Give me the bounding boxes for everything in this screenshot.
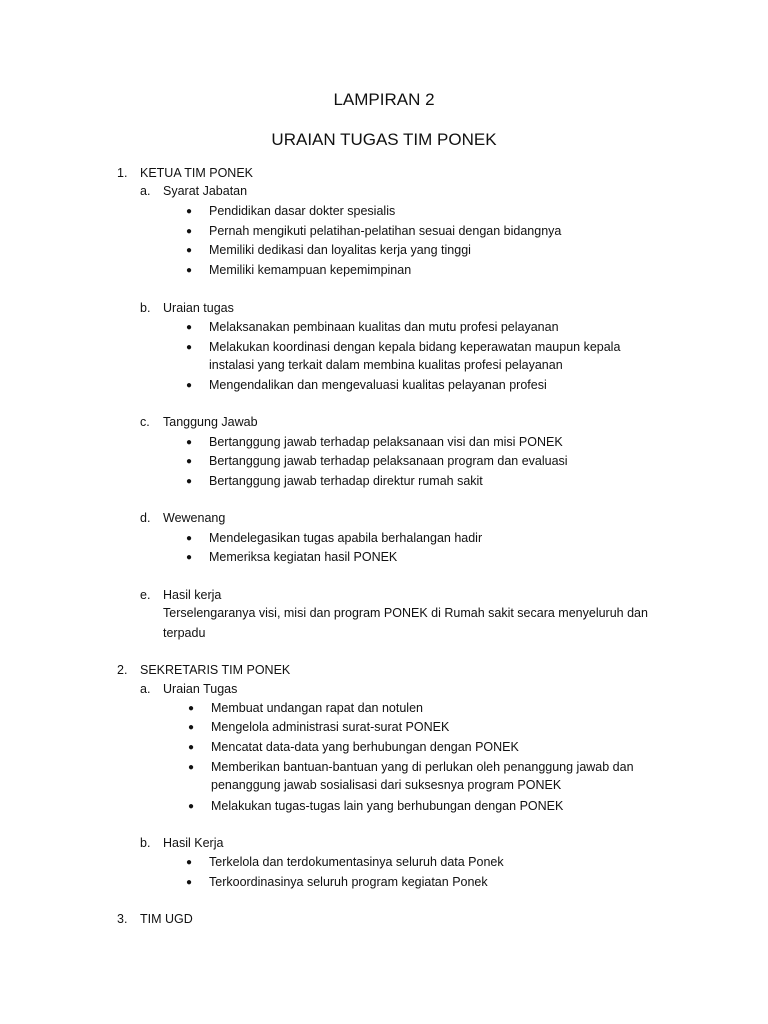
page-title: LAMPIRAN 2 <box>333 90 435 109</box>
bullet-icon: ● <box>187 762 195 773</box>
list-item: Mengendalikan dan mengevaluasi kualitas pelayanan profesi <box>209 378 547 392</box>
bullet-icon: ● <box>185 380 193 391</box>
paragraph-text: terpadu <box>163 626 206 640</box>
list-item: Mendelegasikan tugas apabila berhalangan hadir <box>209 531 483 545</box>
list-item: Membuat undangan rapat dan notulen <box>211 701 423 715</box>
subsection-title: Hasil Kerja <box>163 836 224 850</box>
paragraph-text: Terselengaranya visi, misi dan program PONEK di Rumah sakit secara menyeluruh dan <box>163 606 648 620</box>
subsection-letter: d. <box>140 511 151 525</box>
bullet-icon: ● <box>185 533 193 544</box>
subsection-letter: a. <box>140 184 151 198</box>
subsection-letter: b. <box>140 836 151 850</box>
bullet-icon: ● <box>185 342 193 353</box>
page-subtitle: URAIAN TUGAS TIM PONEK <box>271 130 497 149</box>
subsection-title: Uraian Tugas <box>163 682 238 696</box>
list-item: Memeriksa kegiatan hasil PONEK <box>209 550 398 564</box>
bullet-icon: ● <box>185 476 193 487</box>
list-item: Memberikan bantuan-bantuan yang di perlukan oleh penanggung jawab dan <box>211 760 634 774</box>
subsection-title: Uraian tugas <box>163 301 234 315</box>
bullet-icon: ● <box>185 552 193 563</box>
bullet-icon: ● <box>185 206 193 217</box>
list-item: Mengelola administrasi surat-surat PONEK <box>211 720 450 734</box>
bullet-icon: ● <box>185 226 193 237</box>
list-item: Pernah mengikuti pelatihan-pelatihan sesuai dengan bidangnya <box>209 224 562 238</box>
bullet-icon: ● <box>185 322 193 333</box>
list-item: Bertanggung jawab terhadap pelaksanaan program dan evaluasi <box>209 454 568 468</box>
subsection-letter: c. <box>140 415 150 429</box>
bullet-icon: ● <box>185 265 193 276</box>
list-item: Mencatat data-data yang berhubungan dengan PONEK <box>211 740 519 754</box>
subsection-title: Syarat Jabatan <box>163 184 248 198</box>
bullet-icon: ● <box>185 877 193 888</box>
list-item: Memiliki kemampuan kepemimpinan <box>209 263 412 277</box>
bullet-icon: ● <box>185 437 193 448</box>
bullet-icon: ● <box>187 742 195 753</box>
list-item: Melakukan koordinasi dengan kepala bidang keperawatan maupun kepala <box>209 340 621 354</box>
bullet-icon: ● <box>185 456 193 467</box>
section-title: SEKRETARIS TIM PONEK <box>140 663 291 677</box>
section-title: TIM UGD <box>140 912 193 926</box>
list-item: Bertanggung jawab terhadap direktur rumah sakit <box>209 474 483 488</box>
bullet-icon: ● <box>187 722 195 733</box>
bullet-icon: ● <box>185 245 193 256</box>
list-item: Melaksanakan pembinaan kualitas dan mutu profesi pelayanan <box>209 320 559 334</box>
subsection-letter: b. <box>140 301 151 315</box>
subsection-title: Hasil kerja <box>163 588 222 602</box>
bullet-icon: ● <box>185 857 193 868</box>
bullet-icon: ● <box>187 801 195 812</box>
bullet-icon: ● <box>187 703 195 714</box>
section-number: 1. <box>117 166 128 180</box>
list-item: Pendidikan dasar dokter spesialis <box>209 204 396 218</box>
list-item-continuation: penanggung jawab sosialisasi dari suksesnya program PONEK <box>211 778 562 792</box>
section-number: 3. <box>117 912 128 926</box>
subsection-title: Wewenang <box>163 511 226 525</box>
section-number: 2. <box>117 663 128 677</box>
list-item-continuation: instalasi yang terkait dalam membina kualitas profesi pelayanan <box>209 358 563 372</box>
list-item: Terkelola dan terdokumentasinya seluruh data Ponek <box>209 855 504 869</box>
section-title: KETUA TIM PONEK <box>140 166 253 180</box>
list-item: Melakukan tugas-tugas lain yang berhubungan dengan PONEK <box>211 799 564 813</box>
subsection-letter: e. <box>140 588 151 602</box>
list-item: Bertanggung jawab terhadap pelaksanaan visi dan misi PONEK <box>209 435 563 449</box>
list-item: Memiliki dedikasi dan loyalitas kerja yang tinggi <box>209 243 471 257</box>
subsection-letter: a. <box>140 682 151 696</box>
list-item: Terkoordinasinya seluruh program kegiatan Ponek <box>209 875 488 889</box>
subsection-title: Tanggung Jawab <box>163 415 258 429</box>
